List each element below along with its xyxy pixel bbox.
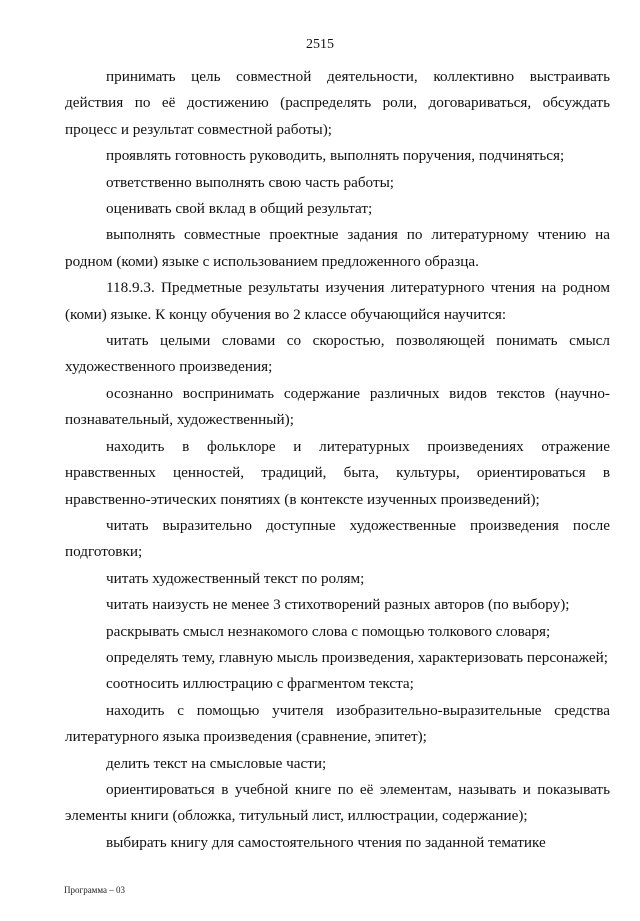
paragraph-leadership-readiness: проявлять готовность руководить, выполнять поручения, подчиняться; (106, 147, 565, 165)
paragraph-read-by-roles: читать художественный текст по ролям; (106, 569, 365, 587)
paragraph-expressive-means: находить с помощью учителя изобразительно-выразительные средства литературного языка произведения (сравнение, эпитет); (65, 701, 610, 746)
paragraph-joint-projects: выполнять совместные проектные задания по литературному чтению на родном (коми) языке с использованием предложенного образца. (65, 226, 610, 270)
paragraph-read-whole-words: читать целыми словами со скоростью, позволяющей понимать смысл художественного произведения; (65, 332, 610, 376)
paragraph-semantic-parts: делить текст на смысловые части; (106, 754, 327, 772)
paragraph-section-118-9-3: 118.9.3. Предметные результаты изучения литературного чтения на родном (коми) языке. К концу обучения во 2 классе обучающийся научится: (65, 279, 610, 323)
document-body (65, 64, 610, 856)
paragraph-collaboration-goal: принимать цель совместной деятельности, коллективно выстраивать действия по её достижению (распределять роли, договариваться, обсуждать процесс и результат совместной работы); (65, 68, 610, 138)
paragraph-responsible-work: ответственно выполнять свою часть работы; (106, 173, 395, 191)
page-footer: Программа – 03 (64, 885, 126, 895)
paragraph-choose-book: выбирать книгу для самостоятельного чтения по заданной тематике (106, 833, 546, 851)
paragraph-find-folklore-values: находить в фольклоре и литературных произведениях отражение нравственных ценностей, традиций, быта, культуры, ориентироваться в нравственно-этических понятиях (в контексте изученных произведений); (65, 437, 610, 508)
paragraph-illustration-fragment: соотносить иллюстрацию с фрагментом текста; (106, 675, 414, 693)
page-number: 2515 (306, 37, 334, 52)
paragraph-read-expressively: читать выразительно доступные художественные произведения после подготовки; (65, 516, 610, 561)
paragraph-read-by-heart: читать наизусть не менее 3 стихотворений разных авторов (по выбору); (106, 596, 570, 614)
paragraph-book-elements: ориентироваться в учебной книге по её элементам, называть и показывать элементы книги (обложка, титульный лист, иллюстрации, содержание); (65, 780, 610, 825)
paragraph-evaluate-contribution: оценивать свой вклад в общий результат; (106, 200, 373, 218)
paragraph-word-meaning: раскрывать смысл незнакомого слова с помощью толкового словаря; (106, 622, 551, 640)
paragraph-perceive-texts: осознанно воспринимать содержание различных видов текстов (научно-познавательный, художественный); (65, 384, 610, 429)
paragraph-theme-main-idea: определять тему, главную мысль произведения, характеризовать персонажей; (106, 648, 608, 666)
